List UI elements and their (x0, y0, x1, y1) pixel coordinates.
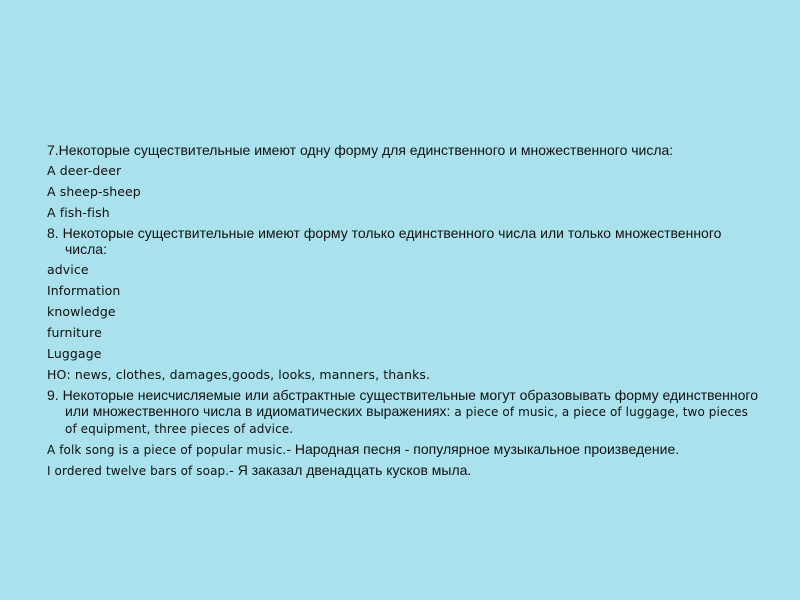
text-line (47, 261, 763, 278)
text-run: 8. Некоторые существительные имеют форму только единственного числа или только множественного числа: (47, 225, 722, 257)
text-line (47, 142, 763, 158)
text-line (47, 324, 763, 341)
text-run: Luggage (47, 346, 102, 361)
text-run: - Я заказал двенадцать кусков мыла. (229, 462, 472, 478)
slide-text-body (47, 142, 763, 483)
text-line (47, 387, 763, 437)
text-run: Information (47, 283, 121, 298)
text-line (47, 441, 763, 458)
text-run: - Народная песня - популярное музыкальное произведение. (286, 441, 680, 457)
text-line (47, 303, 763, 320)
text-line (47, 366, 763, 383)
text-run: A fish-fish (47, 205, 110, 220)
text-line (47, 204, 763, 221)
text-line (47, 282, 763, 299)
text-line (47, 345, 763, 362)
text-run: furniture (47, 325, 102, 340)
text-run: 7.Некоторые существительные имеют одну форму для единственного и множественного числа: (47, 142, 674, 158)
text-run: a piece of music, a piece of luggage, two pieces of equipment, three pieces of advice. (65, 405, 748, 436)
text-run: advice (47, 262, 89, 277)
text-run: A sheep-sheep (47, 184, 141, 199)
text-line (47, 183, 763, 200)
text-run: 9. Некоторые неисчисляемые или абстрактные существительные могут образовывать форму единственного или множественного числа в идиоматических выражениях: (47, 387, 759, 419)
text-run: I ordered twelve bars of soap. (47, 464, 230, 478)
text-line (47, 225, 763, 257)
text-run: НО: news, clothes, damages,goods, looks, manners, thanks. (47, 367, 431, 382)
text-run: A folk song is a piece of popular music. (47, 443, 287, 457)
text-line (47, 462, 763, 479)
text-run: A deer-deer (47, 163, 122, 178)
text-line (47, 162, 763, 179)
text-run: knowledge (47, 304, 116, 319)
